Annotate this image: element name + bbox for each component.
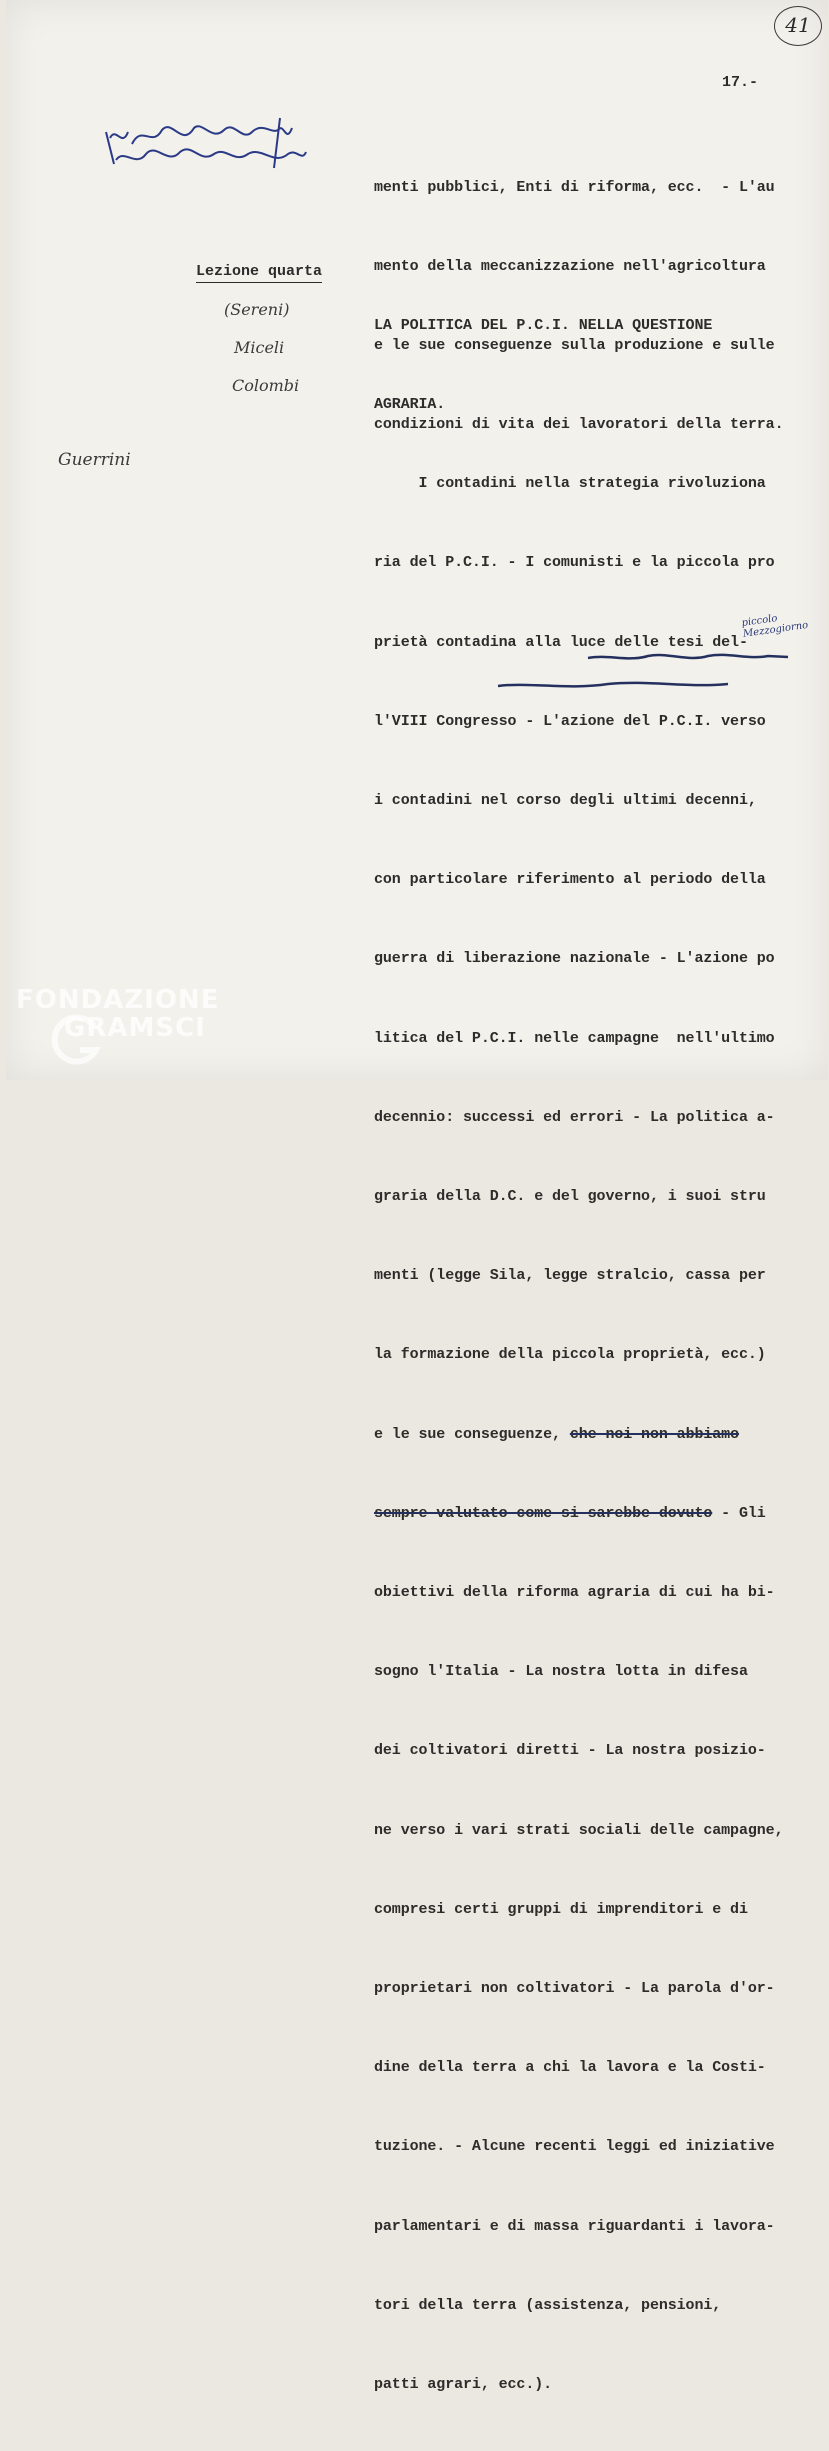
body-line: la formazione della piccola proprietà, ecc.)	[374, 1346, 766, 1364]
watermark-line: FONDAZIONE	[16, 985, 220, 1015]
archive-page-mark: 41	[774, 6, 822, 46]
margin-insert-note: piccolo Mezzogiorno	[740, 613, 809, 640]
lesson-title-line: AGRARIA.	[374, 396, 446, 414]
struck-text-b: sempre valutato come si sarebbe dovuto	[374, 1504, 713, 1522]
margin-note-miceli: Miceli	[234, 338, 285, 357]
intro-line: e le sue conseguenze sulla produzione e sulle	[374, 337, 775, 355]
body-line: i contadini nel corso degli ultimi decenni,	[374, 792, 757, 810]
body-line: decennio: successi ed errori - La politica a-	[374, 1108, 775, 1126]
body-line: I contadini nella strategia rivoluziona	[374, 475, 766, 493]
body-line: guerra di liberazione nazionale - L'azione po	[374, 950, 775, 968]
lesson-label: Lezione quarta	[196, 262, 322, 283]
body-line: sogno l'Italia - La nostra lotta in difesa	[374, 1663, 748, 1681]
body-line: proprietari non coltivatori - La parola d'or-	[374, 1980, 775, 1998]
lesson-body	[374, 260, 783, 2451]
struck-line-a	[374, 1422, 783, 1448]
margin-note-colombi: Colombi	[232, 376, 300, 395]
body-line: tuzione. - Alcune recenti leggi ed iniziative	[374, 2138, 775, 2156]
struck-text-a: che noi non abbiamo	[569, 1425, 739, 1443]
intro-line: mento della meccanizzazione nell'agricoltura	[374, 258, 766, 276]
body-line: prietà contadina alla luce delle tesi del-	[374, 633, 748, 651]
margin-note-guerrini: Guerrini	[58, 450, 131, 470]
body-line: dine della terra a chi la lavora e la Costi-	[374, 2059, 766, 2077]
body-line: parlamentari e di massa riguardanti i lavora-	[374, 2217, 775, 2235]
watermark-line: GRAMSCI	[64, 1013, 206, 1043]
body-line: patti agrari, ecc.).	[374, 2376, 553, 2394]
page-number: 17.-	[722, 74, 759, 91]
document-page	[6, 0, 828, 2394]
margin-note-sereni: (Sereni)	[224, 300, 290, 319]
body-line: litica del P.C.I. nelle campagne nell'ultimo	[374, 1029, 775, 1047]
handwritten-annotation-top	[102, 108, 312, 190]
body-line: ria del P.C.I. - I comunisti e la piccola pro	[374, 554, 775, 572]
intro-line: condizioni di vita dei lavoratori della terra.	[374, 416, 784, 434]
body-line: con particolare riferimento al periodo della	[374, 871, 766, 889]
body-line: l'VIII Congresso - L'azione del P.C.I. verso	[374, 712, 766, 730]
body-line: compresi certi gruppi di imprenditori e di	[374, 1900, 748, 1918]
watermark	[16, 986, 219, 1042]
lesson-title-line: LA POLITICA DEL P.C.I. NELLA QUESTIONE	[374, 316, 713, 334]
intro-line: menti pubblici, Enti di riforma, ecc. - L'au	[374, 178, 775, 196]
struck-line-b	[374, 1501, 783, 1527]
body-line: menti (legge Sila, legge stralcio, cassa per	[374, 1267, 766, 1285]
body-line: graria della D.C. e del governo, i suoi stru	[374, 1188, 766, 1206]
body-line: tori della terra (assistenza, pensioni,	[374, 2296, 722, 2314]
body-line: ne verso i vari strati sociali delle campagne,	[374, 1821, 784, 1839]
body-line: dei coltivatori diretti - La nostra posizio-	[374, 1742, 766, 1760]
struck-line-a-prefix: e le sue conseguenze,	[374, 1425, 570, 1443]
body-line: obiettivi della riforma agraria di cui ha bi-	[374, 1584, 775, 1602]
struck-line-b-suffix: - Gli	[712, 1504, 766, 1522]
